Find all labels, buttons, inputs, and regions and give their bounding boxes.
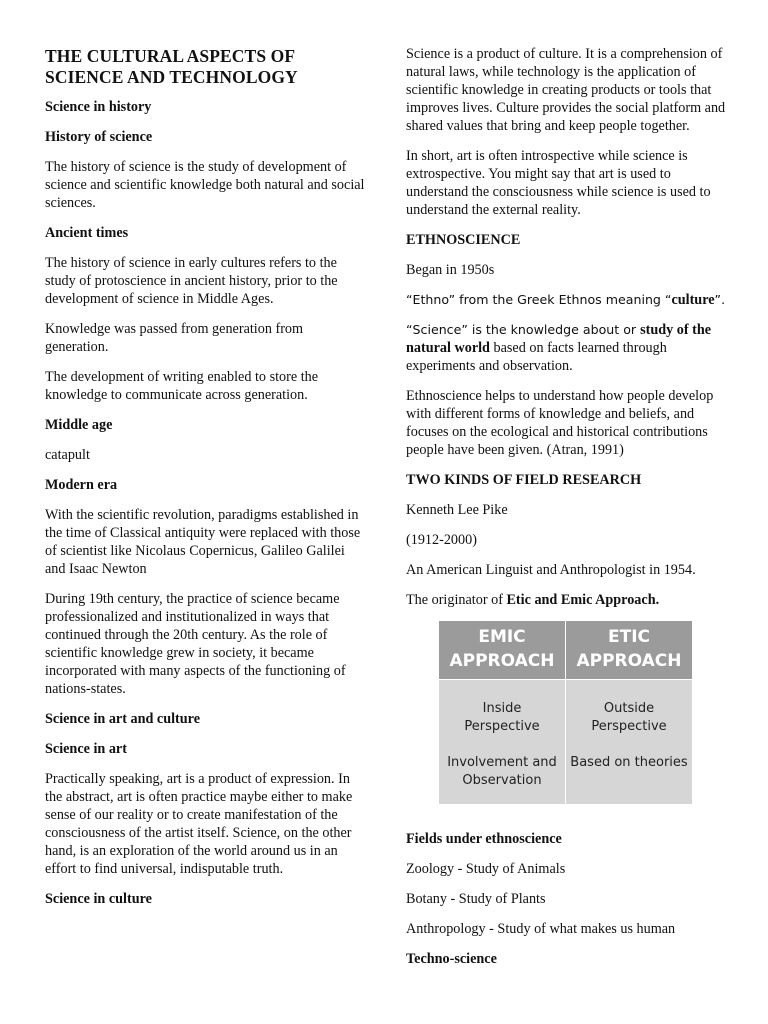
- paragraph-art: Practically speaking, art is a product of expression. In the abstract, art is often practice maybe either to make sense of our reality or to create manifestation of the consciousness of the artist itself. Science, on the other hand, is an exploration of the world around us in an effort to find universal, indisputable truth.: [45, 771, 353, 877]
- science-text: “Science” is the knowledge about or: [406, 322, 641, 337]
- emic-involvement: Involvement and Observation: [447, 755, 557, 788]
- ethno-culture-bold: culture: [671, 292, 715, 308]
- paragraph-american: An American Linguist and Anthropologist in 1954.: [406, 562, 696, 578]
- paragraph-ancient-2: Knowledge was passed from generation from generation.: [45, 321, 304, 355]
- paragraph-botany: Botany - Study of Plants: [406, 891, 546, 907]
- paragraph-originator: [406, 591, 726, 609]
- emic-inside-perspective: Inside Perspective: [464, 701, 540, 734]
- paragraph-zoology: Zoology - Study of Animals: [406, 861, 566, 877]
- ethno-text: “Ethno” from the Greek Ethnos meaning “: [406, 292, 672, 307]
- left-column: [45, 46, 367, 920]
- paragraph-ethno-definition: [406, 291, 726, 309]
- paragraph-ethno-helps: Ethnoscience helps to understand how people develop with different forms of knowledge and beliefs, and focuses on the ecological and historical contributions people have been given. (Atran, 1991): [406, 388, 714, 458]
- cell-spacer: [443, 736, 561, 754]
- paragraph-history: The history of science is the study of development of science and scientific knowledge both natural and social sciences.: [45, 159, 365, 211]
- table-header-row: [439, 621, 692, 680]
- originator-bold: Etic and Emic Approach.: [506, 592, 660, 608]
- etic-approach-header: ETIC APPROACH: [566, 621, 693, 680]
- paragraph-ancient-3: The development of writing enabled to store the knowledge to communicate across generation.: [45, 369, 319, 403]
- paragraph-culture: Science is a product of culture. It is a comprehension of natural laws, while technology is the application of scientific knowledge in creating products or tools that improves lives. Culture provides the social platform and shared values that bring and keep people together.: [406, 46, 726, 134]
- etic-cell: [566, 680, 693, 805]
- heading-fields: Fields under ethnoscience: [406, 831, 562, 847]
- etic-based-on-theories: Based on theories: [570, 755, 688, 770]
- paragraph-began: Began in 1950s: [406, 262, 495, 278]
- emic-approach-header: EMIC APPROACH: [439, 621, 566, 680]
- heading-science-in-culture: Science in culture: [45, 891, 152, 907]
- heading-two-kinds: TWO KINDS OF FIELD RESEARCH: [406, 472, 642, 488]
- paragraph-anthropology: Anthropology - Study of what makes us human: [406, 921, 676, 937]
- emic-etic-table: [439, 621, 692, 804]
- originator-text: The originator of: [406, 592, 507, 608]
- paragraph-pike: Kenneth Lee Pike: [406, 502, 508, 518]
- cell-spacer: [570, 736, 688, 754]
- heading-middle-age: Middle age: [45, 417, 113, 433]
- ethno-text-end: ”.: [714, 292, 726, 307]
- science-natural-world-bold: study of the natural world: [406, 322, 712, 356]
- paragraph-middle-age: catapult: [45, 447, 90, 463]
- paragraph-modern-2: During 19th century, the practice of science became professionalized and institutionalized in ways that continued through the 20th century. As the role of scientific knowledge grew in society, it became incorporated with many aspects of the functioning of nations-states.: [45, 591, 346, 697]
- heading-science-in-art: Science in art: [45, 741, 127, 757]
- science-text-end: based on facts learned through experiments and observation.: [406, 340, 667, 374]
- right-column: [406, 45, 726, 980]
- etic-outside-perspective: Outside Perspective: [591, 701, 667, 734]
- paragraph-science-definition: [406, 321, 726, 375]
- paragraph-modern-1: With the scientific revolution, paradigms established in the time of Classical antiquity were replaced with those of scientist like Nicolaus Copernicus, Galileo Galilei and Isaac Newton: [45, 507, 361, 577]
- heading-science-in-history: Science in history: [45, 99, 152, 115]
- emic-cell: [439, 680, 566, 805]
- paragraph-years: (1912-2000): [406, 532, 477, 548]
- heading-techno-science: Techno-science: [406, 951, 497, 967]
- heading-science-in-art-and-culture: Science in art and culture: [45, 711, 201, 727]
- table-row: [439, 680, 692, 805]
- page-title: THE CULTURAL ASPECTS OF SCIENCE AND TECHNOLOGY: [45, 46, 298, 87]
- heading-ancient-times: Ancient times: [45, 225, 129, 241]
- heading-ethnoscience: ETHNOSCIENCE: [406, 232, 521, 248]
- heading-history-of-science: History of science: [45, 129, 153, 145]
- paragraph-in-short: In short, art is often introspective while science is extrospective. You might say that art is used to understand the consciousness while science is used to understand the external reality.: [406, 148, 711, 218]
- paragraph-ancient-1: The history of science in early cultures refers to the study of protoscience in ancient history, prior to the development of science in Middle Ages.: [45, 255, 338, 307]
- heading-modern-era: Modern era: [45, 477, 118, 493]
